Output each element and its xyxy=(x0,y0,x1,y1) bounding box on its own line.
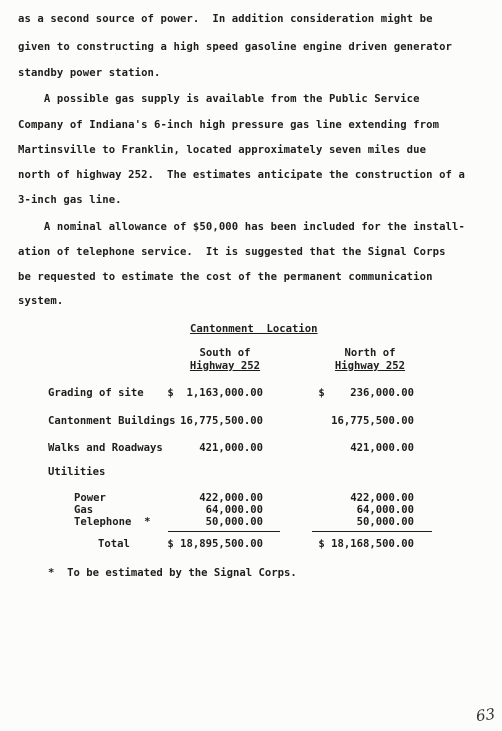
utility-row-label: Power xyxy=(74,492,106,504)
total-value-north: $ 18,168,500.00 xyxy=(318,538,414,550)
body-text-line: 3-inch gas line. xyxy=(18,194,122,206)
row-value-south: 16,775,500.00 xyxy=(180,415,263,427)
column-header-north-line1: North of xyxy=(344,347,396,359)
utility-value-north: 50,000.00 xyxy=(356,516,414,528)
row-value-south: 421,000.00 xyxy=(199,442,263,454)
row-value-north: 16,775,500.00 xyxy=(331,415,414,427)
row-value-north: $ 236,000.00 xyxy=(318,387,414,399)
utility-value-north: 422,000.00 xyxy=(350,492,414,504)
page-number: 63 xyxy=(474,704,497,726)
body-text-line: Martinsville to Franklin, located approximately seven miles due xyxy=(18,144,427,156)
utility-value-south: 64,000.00 xyxy=(205,504,263,516)
total-rule-north xyxy=(312,531,432,532)
row-label: Cantonment Buildings xyxy=(48,415,176,427)
column-header-north-line2: Highway 252 xyxy=(334,360,406,372)
body-text-line: given to constructing a high speed gasoline engine driven generator xyxy=(18,41,453,53)
utility-value-south: 422,000.00 xyxy=(199,492,263,504)
body-text-line: as a second source of power. In addition consideration might be xyxy=(18,13,433,25)
utility-value-north: 64,000.00 xyxy=(356,504,414,516)
body-text-line: A nominal allowance of $50,000 has been included for the install- xyxy=(18,221,465,233)
utility-row-label: Gas xyxy=(74,504,94,516)
utilities-heading: Utilities xyxy=(48,466,106,478)
row-label: Grading of site xyxy=(48,387,144,399)
row-value-north: 421,000.00 xyxy=(350,442,414,454)
column-header-south-line1: South of xyxy=(199,347,251,359)
utility-row-label: Telephone * xyxy=(74,516,151,528)
total-value-south: $ 18,895,500.00 xyxy=(167,538,263,550)
total-rule-south xyxy=(168,531,280,532)
body-text-line: Company of Indiana's 6-inch high pressure gas line extending from xyxy=(18,119,440,131)
body-text-line: be requested to estimate the cost of the permanent communication xyxy=(18,271,433,283)
body-text-line: system. xyxy=(18,295,64,307)
row-label: Walks and Roadways xyxy=(48,442,163,454)
body-text-line: standby power station. xyxy=(18,67,161,79)
total-label: Total xyxy=(98,538,130,550)
body-text-line: A possible gas supply is available from the Public Service xyxy=(18,93,420,105)
column-header-south-line2: Highway 252 xyxy=(189,360,261,372)
table-title: Cantonment Location xyxy=(190,323,318,335)
footnote: * To be estimated by the Signal Corps. xyxy=(48,567,297,579)
body-text-line: north of highway 252. The estimates anticipate the construction of a xyxy=(18,169,465,181)
row-value-south: $ 1,163,000.00 xyxy=(167,387,263,399)
body-text-line: ation of telephone service. It is suggested that the Signal Corps xyxy=(18,246,446,258)
utility-value-south: 50,000.00 xyxy=(205,516,263,528)
